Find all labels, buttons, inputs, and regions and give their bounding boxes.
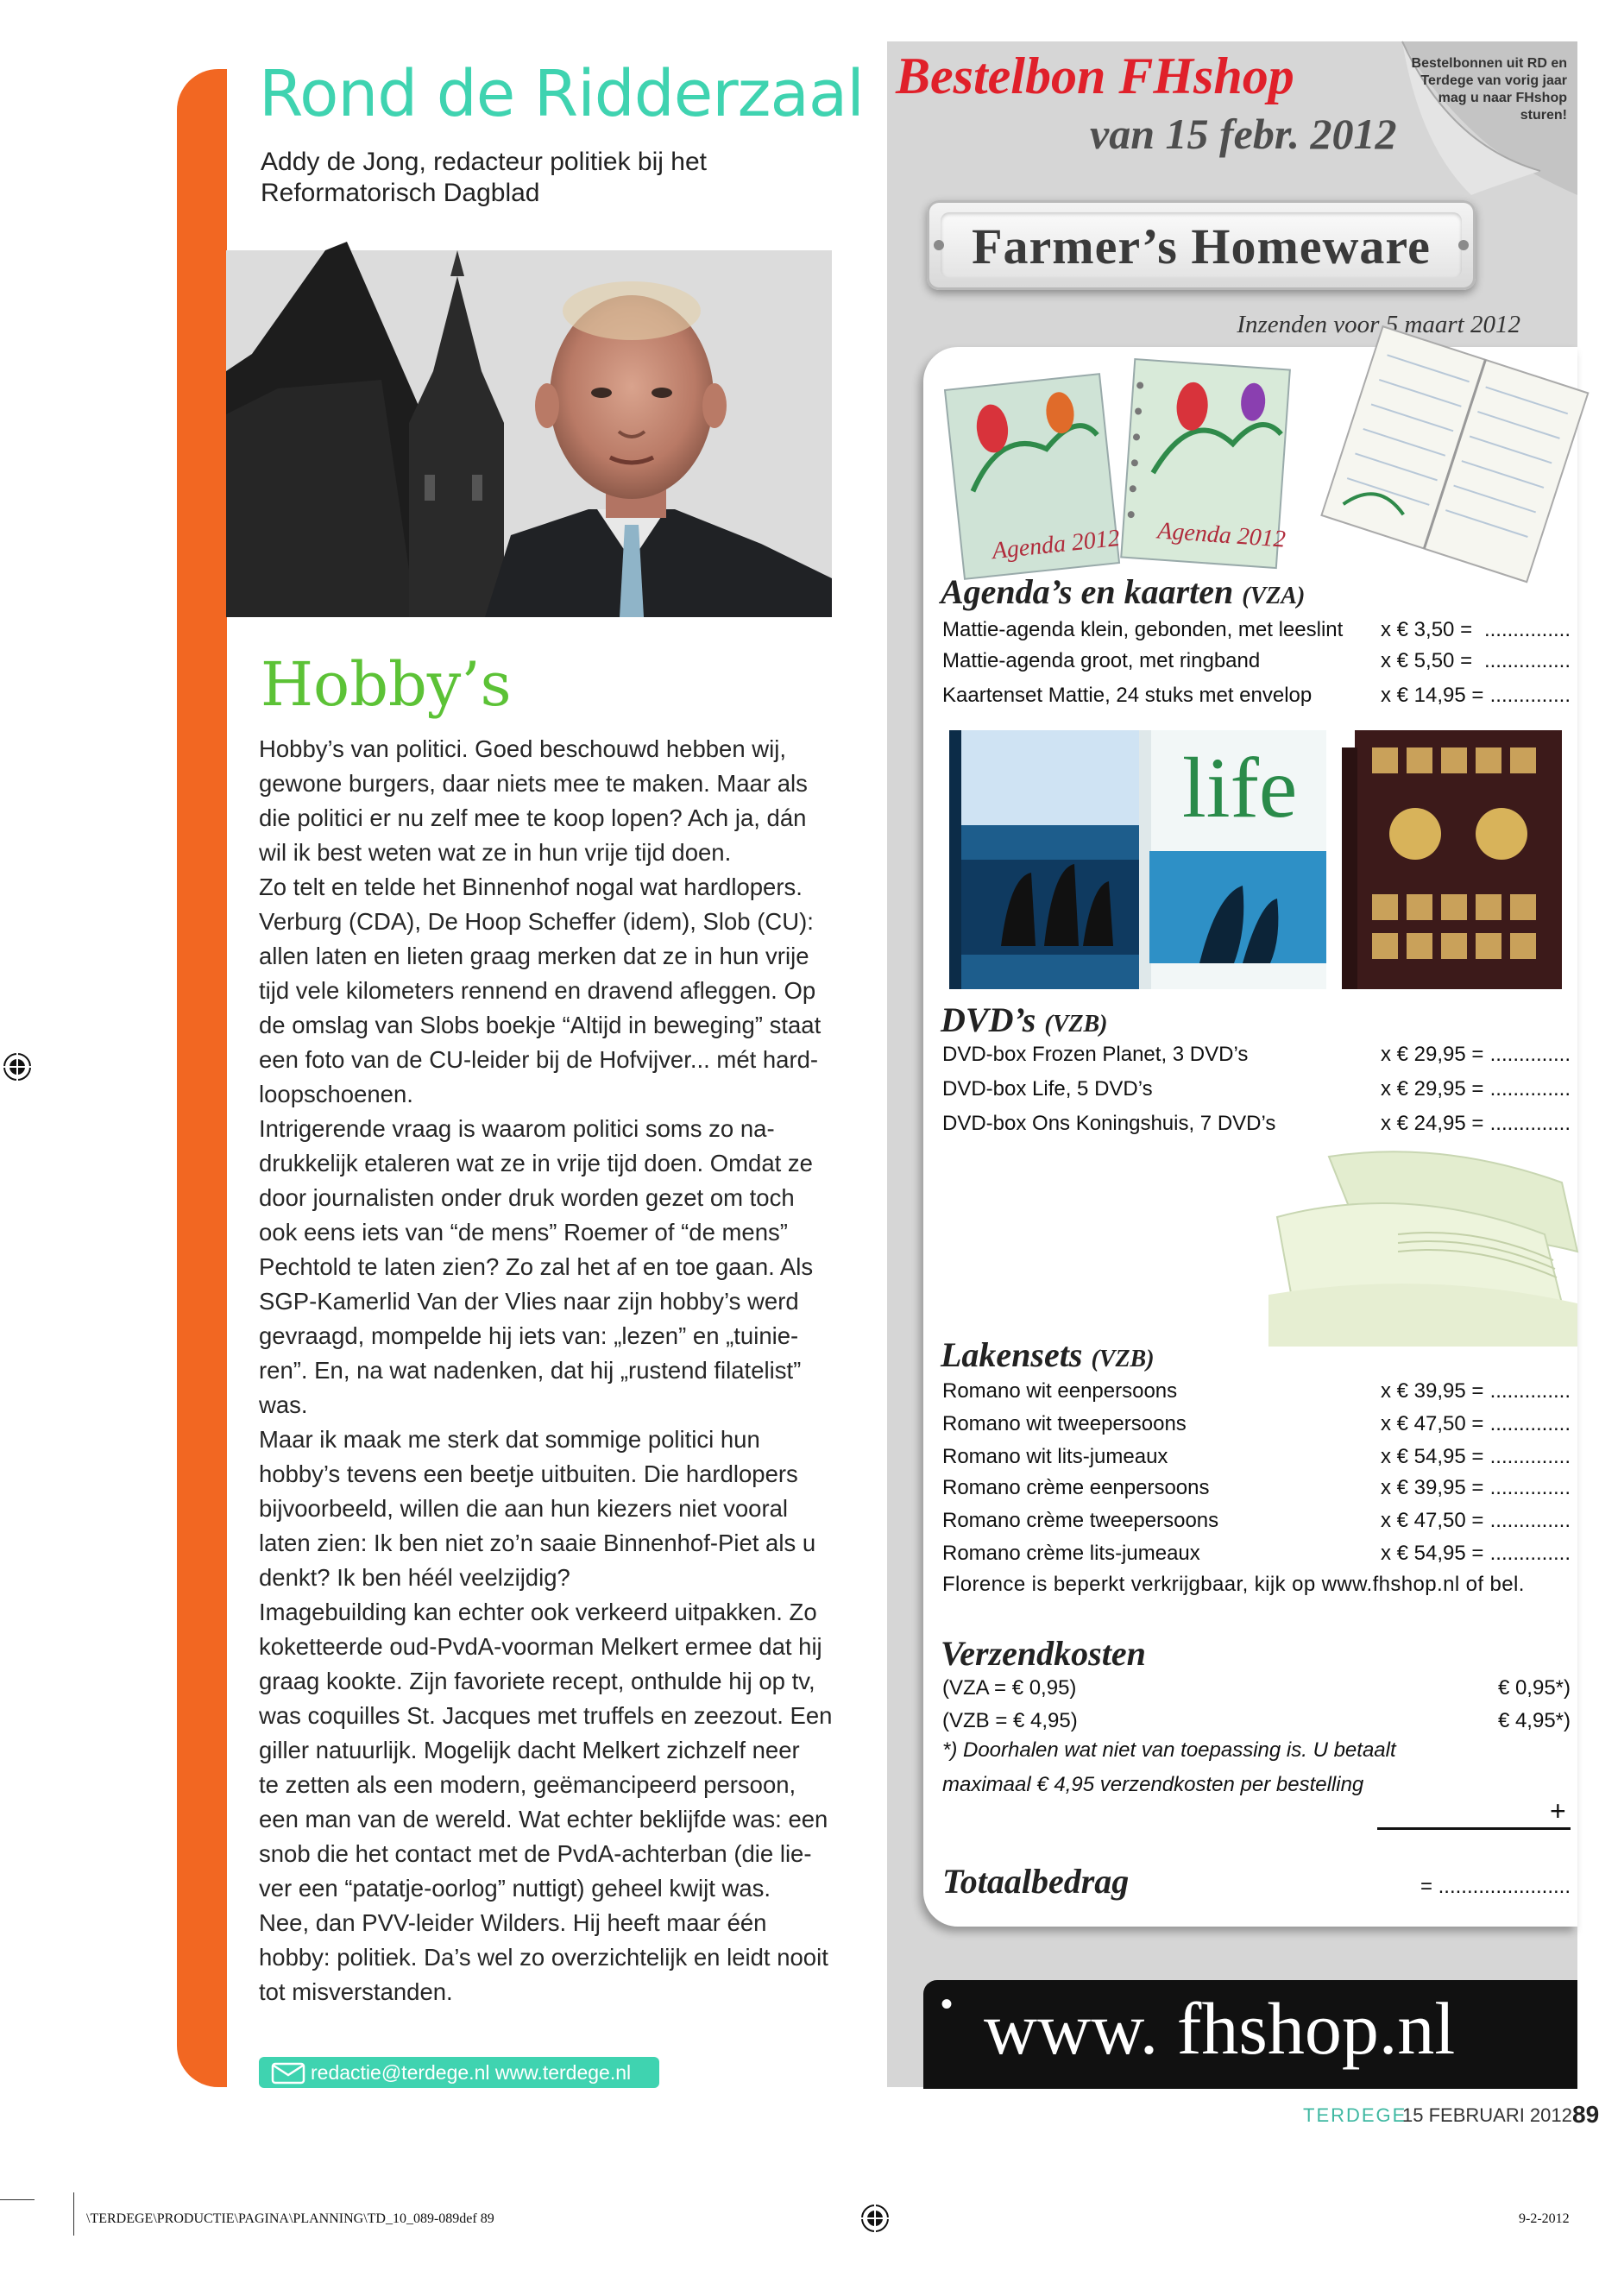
order-row[interactable]: DVD-box Ons Koningshuis, 7 DVD’s x € 24,95 = .............. (942, 1112, 1571, 1135)
photo-illustration (226, 250, 832, 617)
agenda-cover-text: Agenda 2012 (1156, 517, 1287, 553)
body-line: SGP-Kamerlid Van der Vlies naar zijn hobby’s werd (259, 1288, 799, 1315)
body-line: hobby’s tevens een beetje uitbuiten. Die hardlopers (259, 1460, 798, 1487)
order-row[interactable]: Romano crème lits-jumeaux x € 54,95 = .............. (942, 1542, 1571, 1565)
body-line: door journalisten onder druk worden gezet om toch (259, 1184, 795, 1211)
body-line: snob die het contact met de PvdA-achterban (die lie- (259, 1840, 812, 1867)
body-line: allen laten en lieten graag merken dat ze in hun vrije (259, 943, 809, 969)
order-row[interactable]: Romano wit lits-jumeaux x € 54,95 = .............. (942, 1445, 1571, 1468)
footer-magazine: TERDEGE (1303, 2104, 1407, 2126)
body-line: ver een “patatje-oorlog” nuttigt) geheel kwijt was. (259, 1875, 771, 1902)
section-title-shipping: Verzendkosten (941, 1634, 1146, 1673)
body-line: Verburg (CDA), De Hoop Scheffer (idem), Slob (CU): (259, 908, 814, 935)
sum-line (1377, 1827, 1571, 1830)
body-line: Hobby’s van politici. Goed beschouwd hebben wij, (259, 735, 786, 762)
body-line: was. (259, 1391, 308, 1418)
body-line: een man van de wereld. Wat echter beklijfde was: een (259, 1806, 828, 1832)
body-line: hobby: politiek. Da’s wel zo overzichtelijk en leidt nooit (259, 1944, 828, 1971)
page-number: 89 (1572, 2101, 1599, 2128)
print-date: 9-2-2012 (1519, 2211, 1570, 2226)
crop-mark (73, 2192, 74, 2236)
order-row[interactable]: Romano wit eenpersoons x € 39,95 = .............. (942, 1379, 1571, 1403)
article-body (259, 732, 837, 2009)
section-title-sheets: Lakensets (VZB) (941, 1335, 1155, 1374)
agenda-cover-text: Agenda 2012 (991, 524, 1122, 565)
crop-mark (0, 2199, 35, 2200)
section-title-agendas: Agenda’s en kaarten (VZA) (941, 572, 1306, 611)
agenda-illustration (937, 347, 1576, 573)
dvd-life-title: life (1182, 740, 1298, 836)
order-row[interactable]: Romano crème tweepersoons x € 47,50 = .............. (942, 1509, 1571, 1532)
order-row[interactable]: Romano crème eenpersoons x € 39,95 = .............. (942, 1476, 1571, 1499)
body-line: denkt? Ik ben héél veelzijdig? (259, 1564, 570, 1591)
footer-date: 15 FEBRUARI 2012 (1402, 2104, 1572, 2126)
body-line: gevraagd, mompelde hij iets van: „lezen” en „tuinie- (259, 1322, 799, 1349)
shop-url[interactable]: www. fhshop.nl (984, 1987, 1456, 2070)
registration-mark-icon (859, 2203, 891, 2234)
bedding-illustration (1268, 1148, 1577, 1347)
body-line: graag kookte. Zijn favoriete recept, onthulde hij op tv, (259, 1668, 815, 1694)
body-line: ook eens iets van “de mens” Roemer of “de mens” (259, 1219, 788, 1246)
body-line: Pechtold te laten zien? Zo zal het af en toe gaan. Als (259, 1253, 814, 1280)
body-line: laten zien: Ik ben niet zo’n saaie Binnenhof-Piet als u (259, 1530, 816, 1556)
body-line: die politici er nu zelf mee te koop lopen? Ach ja, dán (259, 804, 807, 831)
body-line: wil ik best weten wat ze in hun vrije tijd doen. (259, 839, 732, 866)
shipping-note: *) Doorhalen wat niet van toepassing is. U betaalt maximaal € 4,95 verzendkosten per bestelling (942, 1738, 1396, 1796)
author-byline: Addy de Jong, redacteur politiek bij het Reformatorisch Dagblad (261, 148, 707, 207)
total-label: Totaalbedrag (942, 1862, 1130, 1901)
order-row[interactable]: Mattie-agenda groot, met ringband x € 5,50 = ............... (942, 649, 1571, 672)
availability-note: Florence is beperkt verkrijgbaar, kijk op www.fhshop.nl of bel. (942, 1573, 1525, 1596)
body-line: tijd vele kilometers rennend en dravend afleggen. Op (259, 977, 816, 1004)
order-form-date: van 15 febr. 2012 (1090, 110, 1397, 158)
body-line: Intrigerende vraag is waarom politici soms zo na- (259, 1115, 775, 1142)
body-line: ren”. En, na wat nadenken, dat hij „rustend filatelist” (259, 1357, 802, 1384)
body-line: bijvoorbeeld, willen die aan hun kiezers niet vooral (259, 1495, 789, 1522)
author-photo (226, 250, 832, 617)
body-line: was coquilles St. Jacques met truffels en zeezout. Een (259, 1702, 833, 1729)
body-line: giller natuurlijk. Mogelijk dacht Melkert zichzelf neer (259, 1737, 800, 1763)
body-line: Maar ik maak me sterk dat sommige politici hun (259, 1426, 760, 1453)
registration-mark-icon (2, 1051, 33, 1082)
body-line: drukkelijk etaleren wat ze in vrije tijd doen. Omdat ze (259, 1150, 813, 1176)
order-row[interactable]: DVD-box Frozen Planet, 3 DVD’s x € 29,95 = .............. (942, 1043, 1571, 1066)
curl-note: Bestelbonnen uit RD en Terdege van vorig jaar mag u naar FHshop sturen! (1411, 56, 1567, 123)
body-line: Zo telt en telde het Binnenhof nogal wat hardlopers. (259, 874, 803, 900)
section-title: Hobby’s (261, 649, 512, 720)
sum-plus: + (1550, 1795, 1566, 1826)
section-title-dvds: DVD’s (VZB) (941, 1000, 1108, 1039)
body-line: Nee, dan PVV-leider Wilders. Hij heeft maar één (259, 1909, 767, 1936)
total-amount[interactable]: = ....................... (1420, 1875, 1571, 1898)
shipping-row[interactable]: (VZA = € 0,95) € 0,95*) (942, 1676, 1571, 1700)
column-title: Rond de Ridderzaal (259, 57, 864, 131)
order-row[interactable]: Mattie-agenda klein, gebonden, met leeslint x € 3,50 = ............... (942, 618, 1571, 641)
print-slug: \TERDEGE\PRODUCTIE\PAGINA\PLANNING\TD_10_089-089def 89 (86, 2211, 494, 2226)
body-line: koketteerde oud-PvdA-voorman Melkert ermee dat hij (259, 1633, 822, 1660)
order-row[interactable]: Romano wit tweepersoons x € 47,50 = .............. (942, 1412, 1571, 1435)
mail-icon (271, 2062, 305, 2085)
body-line: de omslag van Slobs boekje “Altijd in beweging” staat (259, 1012, 822, 1038)
brand-name: Farmer’s Homeware (972, 218, 1431, 274)
body-line: loopschoenen. (259, 1081, 413, 1107)
deadline: Inzenden voor 5 maart 2012 (1237, 311, 1520, 338)
order-row[interactable]: Kaartenset Mattie, 24 stuks met envelop x € 14,95 = .............. (942, 684, 1571, 707)
order-row[interactable]: DVD-box Life, 5 DVD’s x € 29,95 = .............. (942, 1077, 1571, 1101)
body-line: gewone burgers, daar niets mee te maken. Maar als (259, 770, 808, 797)
shipping-row[interactable]: (VZB = € 4,95) € 4,95*) (942, 1709, 1571, 1732)
dvd-illustration (949, 722, 1572, 996)
contact-links[interactable]: redactie@terdege.nl www.terdege.nl (311, 2061, 632, 2084)
order-form-title: Bestelbon FHshop (896, 47, 1294, 104)
body-line: tot misverstanden. (259, 1978, 453, 2005)
orange-side-bar (177, 69, 227, 2087)
url-bullet: • (941, 1985, 954, 2023)
body-line: te zetten als een modern, geëmancipeerd persoon, (259, 1771, 796, 1798)
body-line: Imagebuilding kan echter ook verkeerd uitpakken. Zo (259, 1599, 817, 1625)
body-line: een foto van de CU-leider bij de Hofvijver... mét hard- (259, 1046, 819, 1073)
